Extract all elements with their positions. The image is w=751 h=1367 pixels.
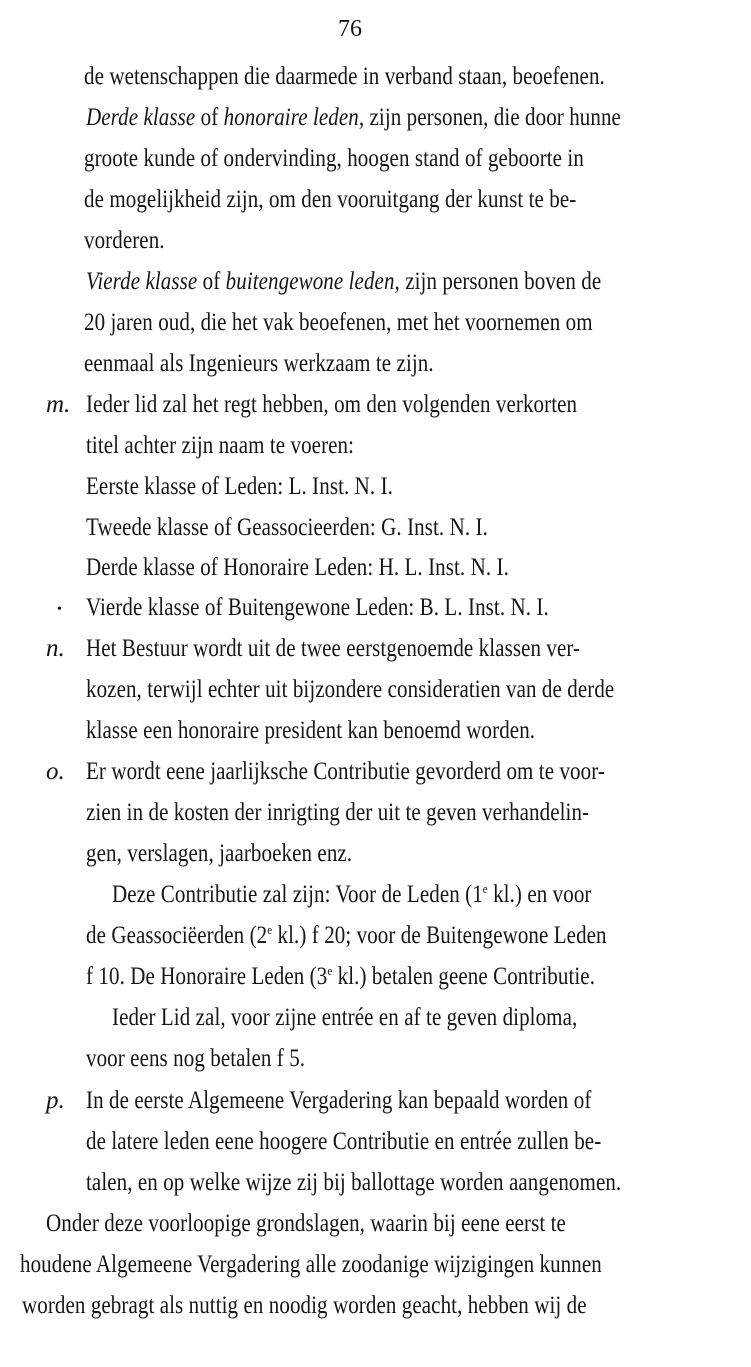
title-abbreviation-line: Derde klasse of Honoraire Leden: H. L. Inst. N. I. (86, 554, 509, 581)
text-line: Er wordt eene jaarlijksche Contributie gevorderd om te voor- (86, 758, 605, 785)
text-line: In de eerste Algemeene Vergadering kan bepaald worden of (86, 1087, 592, 1114)
text-line: de Geassociëerden (2e kl.) f 20; voor de Buitengewone Leden (86, 922, 607, 949)
text-line: Derde klasse of honoraire leden, zijn personen, die door hunne (86, 104, 621, 131)
term-buitengewone-leden: buitengewone leden, (225, 268, 400, 295)
text-line: eenmaal als Ingenieurs werkzaam te zijn. (84, 350, 434, 377)
text-line: Ieder lid zal het regt hebben, om den volgenden verkorten (86, 391, 578, 418)
text-line: talen, en op welke wijze zij bij ballottage worden aangenomen. (86, 1169, 622, 1196)
speck-mark: • (57, 602, 62, 617)
page-number: 76 (338, 16, 362, 42)
text-line: Het Bestuur wordt uit de twee eerstgenoemde klassen ver- (86, 635, 581, 662)
text-line: Deze Contributie zal zijn: Voor de Leden (1e kl.) en voor (112, 881, 592, 908)
text-line: kozen, terwijl echter uit bijzondere consideratien van de derde (86, 676, 615, 703)
item-marker-m: m. (46, 391, 71, 418)
term-derde-klasse: Derde klasse (86, 104, 196, 131)
text-line: voor eens nog betalen f 5. (86, 1045, 306, 1072)
text-line: titel achter zijn naam te voeren: (86, 432, 355, 459)
text-line: gen, verslagen, jaarboeken enz. (86, 840, 353, 867)
text-line: groote kunde of ondervinding, hoogen stand of geboorte in (84, 145, 584, 172)
text-line: Ieder Lid zal, voor zijne entrée en af te geven diploma, (112, 1004, 578, 1031)
term-vierde-klasse: Vierde klasse (86, 268, 198, 295)
text-line: Onder deze voorloopige grondslagen, waarin bij eene eerst te (46, 1210, 566, 1237)
item-marker-p: p. (46, 1087, 65, 1114)
title-abbreviation-line: Tweede klasse of Geassocieerden: G. Inst. N. I. (86, 514, 488, 541)
item-marker-n: n. (46, 635, 65, 662)
text-line: worden gebragt als nuttig en noodig worden geacht, hebben wij de (22, 1292, 587, 1319)
text-line: de latere leden eene hoogere Contributie en entrée zullen be- (86, 1128, 602, 1155)
text-line: de mogelijkheid zijn, om den vooruitgang der kunst te be- (84, 186, 577, 213)
text-line: houdene Algemeene Vergadering alle zoodanige wijzigingen kunnen (20, 1251, 602, 1278)
title-abbreviation-line: Vierde klasse of Buitengewone Leden: B. L. Inst. N. I. (86, 594, 549, 621)
text-line: Vierde klasse of buitengewone leden, zijn personen boven de (86, 268, 602, 295)
item-marker-o: o. (46, 758, 65, 785)
text-line: klasse een honoraire president kan benoemd worden. (86, 717, 536, 744)
text-line: f 10. De Honoraire Leden (3e kl.) betalen geene Contributie. (86, 963, 596, 990)
text-line: de wetenschappen die daarmede in verband staan, beoefenen. (84, 63, 605, 90)
text-line: 20 jaren oud, die het vak beoefenen, met het voornemen om (84, 309, 593, 336)
term-honoraire-leden: honoraire leden, (223, 104, 365, 131)
text-line: vorderen. (84, 227, 165, 254)
text-line: zien in de kosten der inrigting der uit te geven verhandelin- (86, 799, 590, 826)
title-abbreviation-line: Eerste klasse of Leden: L. Inst. N. I. (86, 473, 394, 500)
